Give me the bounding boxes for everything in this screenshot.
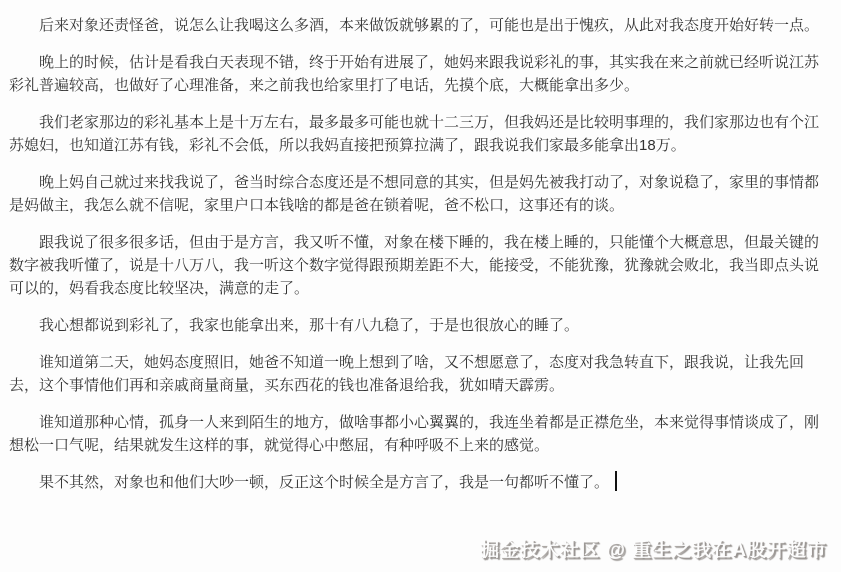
text-line-content: 果不其然，对象也和他们大吵一顿，反正这个时候全是方言了，我是一句都听不懂了。 [39, 474, 610, 491]
text-line: 去，这个事情他们再和亲戚商量商量，买东西花的钱也准备退给我，犹如晴天霹雳。 [9, 377, 565, 394]
paragraph-4 [9, 171, 825, 217]
text-caret [615, 471, 617, 491]
text-line: 晚上妈自己就过来找我说了，爸当时综合态度还是不想同意的其实，但是妈先被我打动了，对象说稳了，家里的事情都 [39, 174, 820, 191]
text-line: 谁知道那种心情，孤身一人来到陌生的地方，做啥事都小心翼翼的，我连坐着都是正襟危坐，本来觉得事情谈成了，刚 [39, 414, 820, 431]
paragraph-2 [9, 51, 825, 97]
text-line: 是妈做主，我怎么就不信呢，家里户口本钱啥的都是爸在锁着呢，爸不松口，这事还有的谈。 [9, 197, 625, 214]
text-line: 谁知道第二天，她妈态度照旧，她爸不知道一晚上想到了啥，又不想愿意了，态度对我急转直下，跟我说，让我先回 [39, 354, 805, 371]
text-line [9, 471, 825, 494]
text-line: 我们老家那边的彩礼基本上是十万左右，最多最多可能也就十二三万，但我妈还是比较明事理的，我们家那边也有个江 [39, 114, 820, 131]
paragraph-7 [9, 351, 825, 397]
watermark-text: 掘金技术社区 @ 重生之我在A股开超市 [480, 540, 827, 561]
paragraph-5 [9, 231, 825, 300]
paragraph-6 [9, 314, 825, 337]
text-line: 彩礼普遍较高，也做好了心理准备，来之前我也给家里打了电话，先摸个底，大概能拿出多少。 [9, 77, 640, 94]
paragraph-9 [9, 471, 825, 494]
text-line: 想松一口气呢，结果就发生这样的事，就觉得心中憋屈，有种呼吸不上来的感觉。 [9, 437, 550, 454]
text-line: 我心想都说到彩礼了，我家也能拿出来，那十有八九稳了，于是也很放心的睡了。 [39, 317, 580, 334]
watermark [480, 535, 827, 562]
paragraph-3 [9, 111, 825, 157]
text-line: 后来对象还责怪爸，说怎么让我喝这么多酒，本来做饭就够累的了，可能也是出于愧疚，从此对我态度开始好转一点。 [39, 17, 820, 34]
paragraph-1 [9, 14, 825, 37]
paragraph-8 [9, 411, 825, 457]
text-line: 苏媳妇，也知道江苏有钱，彩礼不会低，所以我妈直接把预算拉满了，跟我说我们家最多能拿出18万。 [9, 137, 686, 154]
text-line: 晚上的时候，估计是看我白天表现不错，终于开始有进展了，她妈来跟我说彩礼的事，其实我在来之前就已经听说江苏 [39, 54, 820, 71]
text-line: 跟我说了很多很多话，但由于是方言，我又听不懂，对象在楼下睡的，我在楼上睡的，只能懂个大概意思，但最关键的 [39, 234, 820, 251]
text-line: 数字被我听懂了，说是十八万八，我一听这个数字觉得跟预期差距不大，能接受，不能犹豫，犹豫就会败北，我当即点头说 [9, 257, 820, 274]
text-line: 可以的，妈看我态度比较坚决，满意的走了。 [9, 280, 310, 297]
